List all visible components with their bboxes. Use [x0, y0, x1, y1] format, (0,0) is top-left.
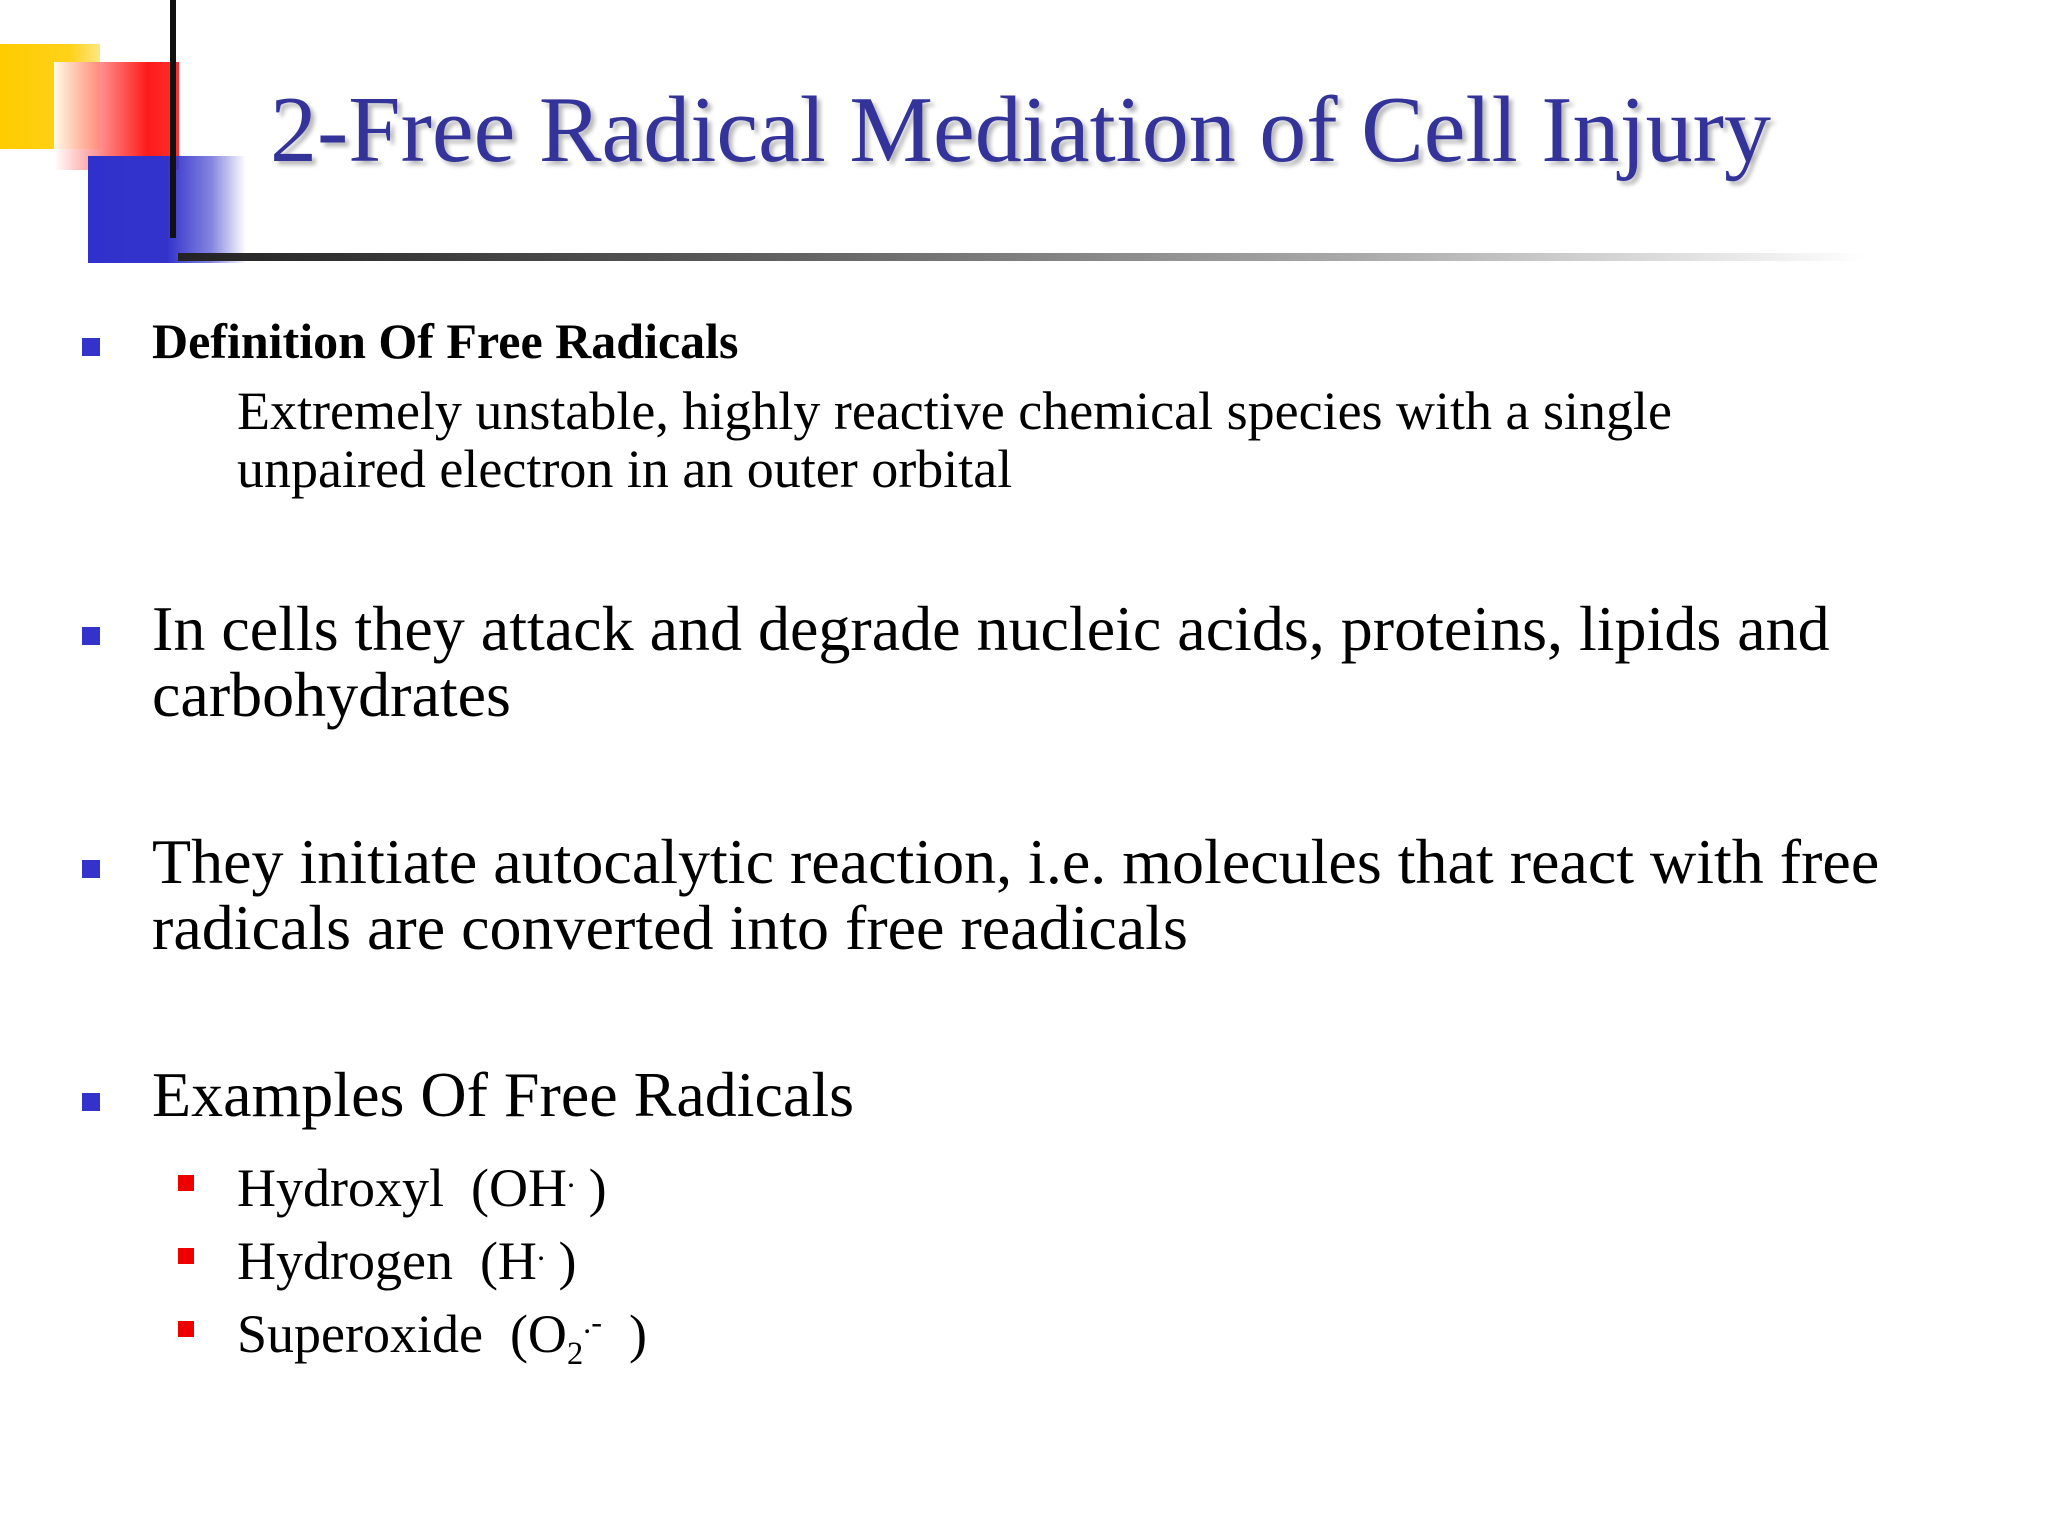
bullet-square-icon	[82, 1093, 100, 1111]
bullet-line: radicals are converted into free readicals	[152, 892, 1188, 963]
radical-dot-minus: .-	[583, 1305, 603, 1341]
sub-bullet-square-icon	[178, 1248, 194, 1264]
example-formula-open: (O	[509, 1304, 567, 1364]
example-formula-close: )	[558, 1231, 577, 1291]
example-formula-open: (OH	[470, 1158, 567, 1218]
bullet-square-icon	[82, 860, 100, 878]
example-formula-close: )	[629, 1304, 648, 1364]
definition-line: unpaired electron in an outer orbital	[237, 439, 1013, 499]
bullet-cells-attack	[152, 593, 1830, 730]
examples-heading: Examples Of Free Radicals	[152, 1059, 854, 1130]
bullet-autocatalytic	[152, 826, 1880, 963]
example-name: Hydroxyl	[237, 1158, 444, 1218]
definition-heading: Definition Of Free Radicals	[152, 313, 739, 369]
example-name: Hydrogen	[237, 1231, 453, 1291]
bullet-square-icon	[82, 338, 100, 356]
example-name: Superoxide	[237, 1304, 483, 1364]
slide-title: 2-Free Radical Mediation of Cell Injury	[270, 78, 1771, 182]
sub-bullet-square-icon	[178, 1175, 194, 1191]
title-underline	[178, 253, 1868, 261]
radical-dot: .	[566, 1159, 576, 1195]
example-superoxide	[237, 1292, 647, 1385]
definition-text	[237, 382, 1672, 498]
definition-line: Extremely unstable, highly reactive chemical species with a single	[237, 381, 1673, 441]
example-hydrogen	[237, 1219, 577, 1292]
decorative-blue-square	[88, 156, 246, 263]
example-formula-open: (H	[479, 1231, 537, 1291]
bullet-line: In cells they attack and degrade nucleic acids, proteins, lipids and	[152, 593, 1830, 664]
bullet-line: carbohydrates	[152, 659, 511, 730]
radical-dot: .	[536, 1232, 546, 1268]
example-formula-close: )	[588, 1158, 607, 1218]
bullet-line: They initiate autocalytic reaction, i.e. molecules that react with free	[152, 826, 1880, 897]
bullet-square-icon	[82, 627, 100, 645]
subscript-two: 2	[566, 1335, 584, 1372]
example-hydroxyl	[237, 1146, 607, 1219]
decorative-vertical-line	[170, 0, 176, 238]
decorative-red-square	[54, 62, 179, 170]
sub-bullet-square-icon	[178, 1321, 194, 1337]
